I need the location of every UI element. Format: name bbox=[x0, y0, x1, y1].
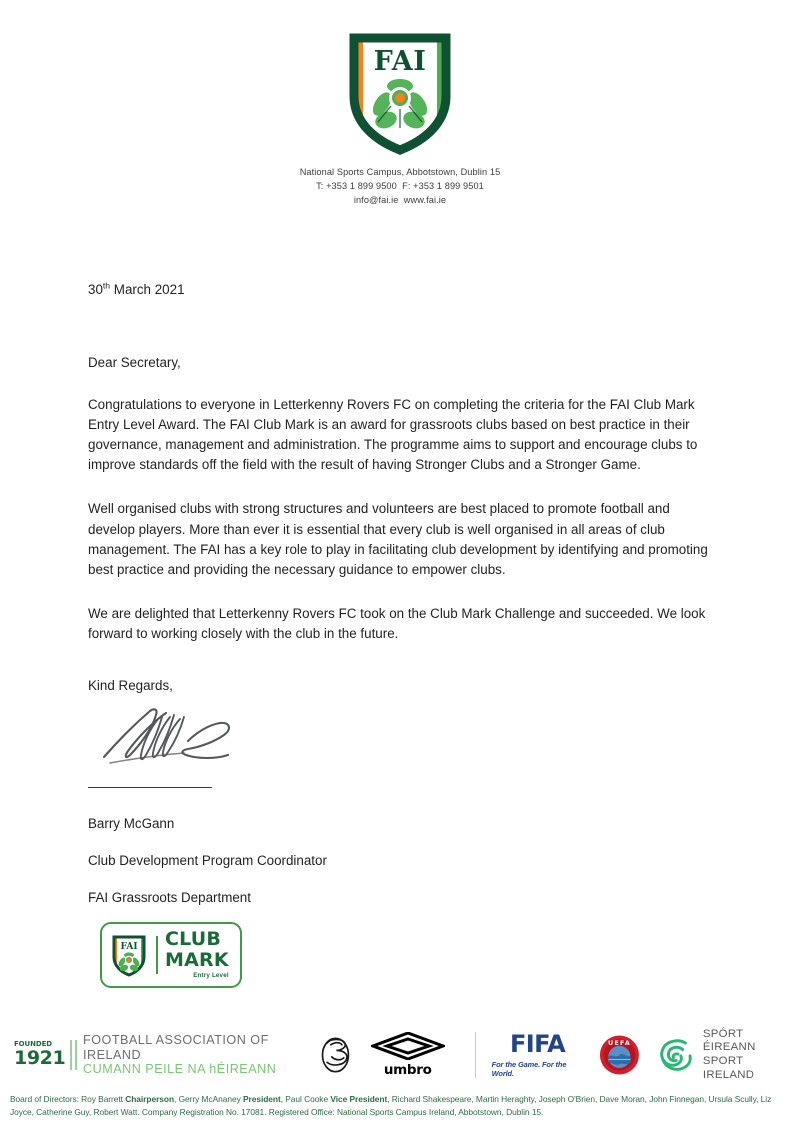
sport-ireland-wordmark bbox=[703, 1028, 792, 1083]
wordmark-divider-bar-2 bbox=[75, 1040, 77, 1070]
club-mark-crest-icon bbox=[109, 933, 149, 977]
fineprint-role-president: President bbox=[242, 1094, 281, 1104]
date-month-year: March 2021 bbox=[110, 282, 185, 297]
footer-logo-strip bbox=[0, 1022, 800, 1088]
fifa-wordmark: FIFA bbox=[509, 1030, 566, 1058]
signatory-role: Club Development Program Coordinator bbox=[88, 853, 327, 869]
date-ordinal-suffix: th bbox=[102, 280, 111, 291]
sport-ireland-irish: SPÓRT ÉIREANN bbox=[702, 1027, 756, 1054]
contact-address: National Sports Campus, Abbotstown, Dublin 15 bbox=[299, 167, 501, 177]
club-mark-line-2: MARK bbox=[165, 949, 229, 972]
svg-text:FAI: FAI bbox=[120, 942, 138, 952]
club-mark-wordmark bbox=[165, 930, 229, 979]
signature-rule bbox=[88, 787, 212, 788]
contact-email-web: info@fai.ie www.fai.ie bbox=[353, 194, 447, 205]
umbro-wordmark: umbro bbox=[383, 1062, 432, 1078]
date-day: 30 bbox=[88, 282, 103, 297]
association-name-english: FOOTBALL ASSOCIATION OF IRELAND bbox=[83, 1032, 269, 1062]
contact-phone-fax: T: +353 1 899 9500 F: +353 1 899 9501 bbox=[316, 180, 484, 191]
signatory-name: Barry McGann bbox=[88, 816, 175, 832]
fineprint-mid-2: , Paul Cooke bbox=[280, 1094, 331, 1104]
uefa-logo bbox=[599, 1033, 640, 1077]
three-logo bbox=[316, 1032, 355, 1078]
association-names bbox=[83, 1033, 316, 1078]
club-mark-badge bbox=[100, 922, 242, 988]
club-mark-line-1: CLUB bbox=[165, 928, 222, 951]
sport-ireland-logo bbox=[654, 1028, 792, 1083]
fineprint-role-vice-president: Vice President bbox=[330, 1094, 388, 1104]
letterhead-contact-block bbox=[300, 166, 501, 208]
sponsor-logos bbox=[316, 1028, 792, 1083]
svg-text:UEFA: UEFA bbox=[608, 1038, 632, 1047]
sport-ireland-spiral-icon bbox=[654, 1033, 695, 1077]
club-mark-divider bbox=[156, 936, 158, 974]
founded-label: FOUNDED bbox=[14, 1040, 52, 1049]
wordmark-divider-bar-1 bbox=[70, 1040, 72, 1070]
association-name-irish: CUMANN PEILE NA hÉIREANN bbox=[83, 1062, 277, 1077]
svg-text:FAI: FAI bbox=[373, 46, 427, 77]
legal-fineprint bbox=[10, 1093, 792, 1119]
letter-paragraph-1: Congratulations to everyone in Letterkenny Rovers FC on completing the criteria for the FAI Club Mark Entry Level Award. The FAI Club Mark is an award for grassroots clubs based on best practice in their governance, management and administration. The programme aims to support and encourage clubs to improve standards off the field with the result of having Stronger Clubs and a Stronger Game. bbox=[88, 397, 698, 473]
sport-ireland-english: SPORT IRELAND bbox=[702, 1055, 755, 1081]
letter-paragraph-3: We are delighted that Letterkenny Rovers FC took on the Club Mark Challenge and succeeded. We look forward to working closely with the club in the future. bbox=[88, 605, 706, 641]
fineprint-mid-1: , Gerry McAnaney bbox=[174, 1094, 243, 1104]
letter-salutation: Dear Secretary, bbox=[88, 355, 181, 370]
fai-wordmark bbox=[14, 1033, 316, 1078]
signature-area bbox=[88, 697, 288, 775]
handwritten-signature-image bbox=[88, 697, 258, 775]
fai-crest-logo bbox=[334, 24, 466, 156]
fineprint-role-chairperson: Chairperson bbox=[125, 1094, 175, 1104]
club-mark-subtitle: Entry Level bbox=[193, 972, 229, 980]
sponsor-divider bbox=[475, 1032, 476, 1078]
signatory-department: FAI Grassroots Department bbox=[88, 890, 251, 906]
letterhead bbox=[0, 0, 800, 208]
founded-year: 1921 bbox=[14, 1047, 66, 1070]
fifa-tagline: For the Game. For the World. bbox=[491, 1060, 567, 1078]
fineprint-prefix: Board of Directors: Roy Barrett bbox=[10, 1094, 126, 1104]
umbro-logo bbox=[371, 1032, 445, 1078]
fifa-logo bbox=[492, 1032, 584, 1078]
letter-body bbox=[88, 282, 716, 905]
umbro-diamond-icon bbox=[371, 1032, 445, 1060]
letter-closing: Kind Regards, bbox=[88, 678, 173, 694]
fineprint-remainder: , Richard Shakespeare, Martin Heraghty, Joseph O'Brien, Dave Moran, John Finnegan, Ursula Scully, Liz Joyce, Catherine Guy, Robert Watt. Company Registration No. 17081. Registered Office: National Sports Campus Ireland, Abbotstown, Dublin 15. bbox=[10, 1094, 772, 1117]
letter-date bbox=[88, 282, 716, 297]
founded-block bbox=[14, 1041, 65, 1068]
letter-paragraph-2: Well organised clubs with strong structures and volunteers are best placed to promote football and develop players. More than ever it is essential that every club is well organised in all areas of club management. The FAI has a key role to play in facilitating club development by identifying and promoting best practice and providing the necessary guidance to empower clubs. bbox=[88, 501, 708, 577]
